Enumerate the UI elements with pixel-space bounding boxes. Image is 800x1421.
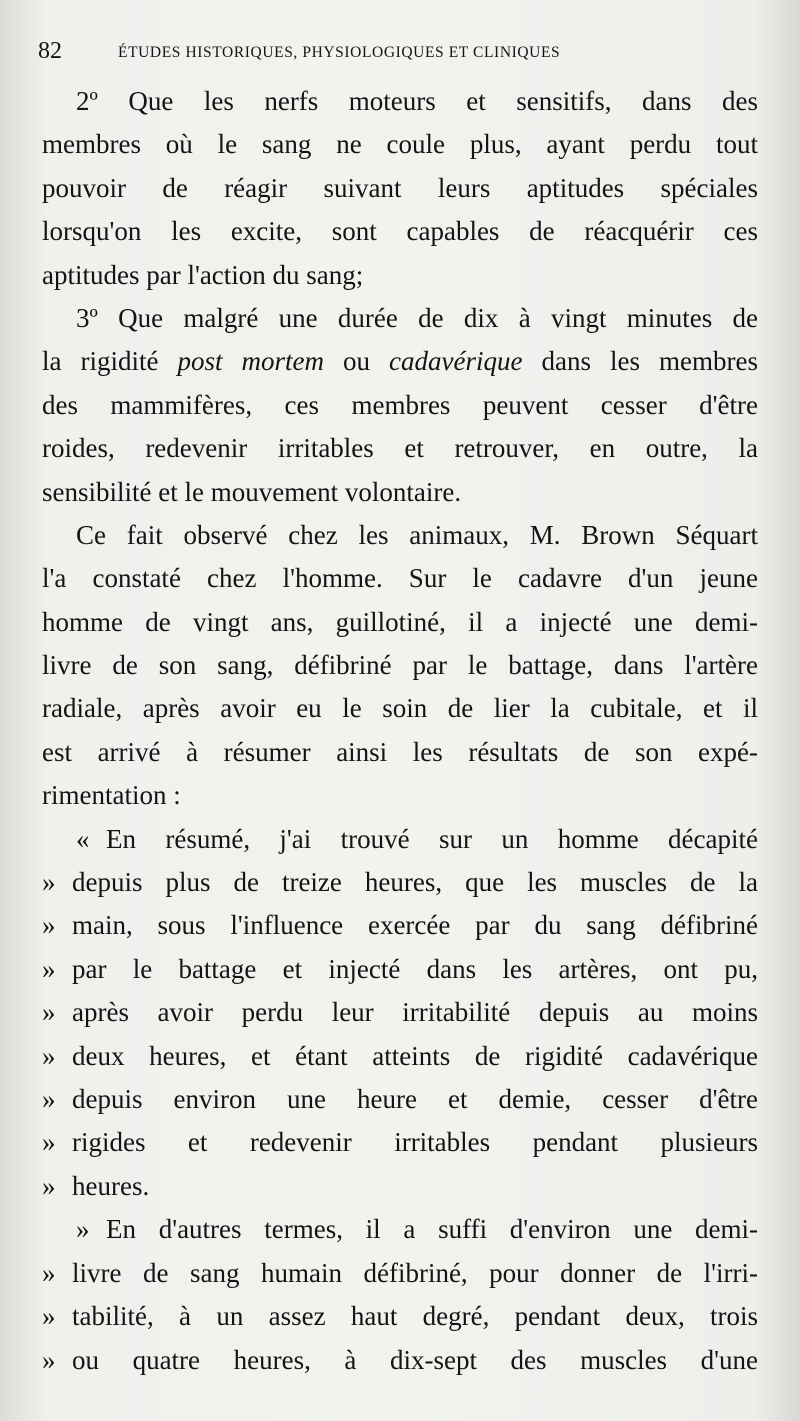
- quote-text: ou quatre heures, à dix-sept des muscles d'une: [72, 1344, 758, 1375]
- text-line: homme de vingt ans, guillotiné, il a injecté une demi-: [42, 606, 758, 637]
- text-line: sensibilité et le mouvement volontaire.: [42, 476, 462, 507]
- quote-text: rigides et redevenir irritables pendant plusieurs: [72, 1127, 758, 1158]
- quote-text: livre de sang humain défibriné, pour donner de l'irri-: [72, 1257, 758, 1288]
- quote-line: [42, 948, 758, 991]
- quote-line: [42, 1165, 758, 1208]
- quote-text: tabilité, à un assez haut degré, pendant deux, trois: [72, 1301, 758, 1332]
- quote-line: [42, 904, 758, 947]
- quote-mark: »: [42, 953, 56, 984]
- quote-line: [42, 861, 758, 904]
- text-line: membres où le sang ne coule plus, ayant perdu tout: [42, 129, 758, 160]
- body-text: [42, 80, 758, 1382]
- text-line: radiale, après avoir eu le soin de lier la cubitale, et il: [42, 693, 758, 724]
- text-run: dans les membres: [522, 346, 758, 377]
- quote-mark: »: [42, 1344, 56, 1375]
- running-title: ÉTUDES HISTORIQUES, PHYSIOLOGIQUES ET CLINIQUES: [118, 44, 561, 61]
- quote-line: [42, 1295, 758, 1338]
- quote-text: En d'autres termes, il a suffi d'environ une demi-: [106, 1214, 758, 1245]
- page-number: 82: [38, 38, 62, 64]
- page-header: [38, 36, 758, 68]
- quote-mark: «: [76, 823, 90, 854]
- quote-mark: »: [42, 1040, 56, 1071]
- quote-text: heures.: [72, 1170, 150, 1201]
- text-line: livre de son sang, défibriné par le battage, dans l'artère: [42, 650, 758, 681]
- quote-text: par le battage et injecté dans les artères, ont pu,: [72, 953, 758, 984]
- italic-term-post-mortem: post mortem: [177, 346, 325, 377]
- quote-line: [42, 1121, 758, 1164]
- text-line-with-italics: [42, 340, 758, 383]
- quote-line: [42, 1252, 758, 1295]
- quote-text: depuis plus de treize heures, que les muscles de la: [72, 867, 758, 898]
- quote-line: [42, 818, 758, 861]
- text-run: ou: [324, 346, 390, 377]
- quote-text: depuis environ une heure et demie, cesser d'être: [72, 1084, 758, 1115]
- quote-line: [42, 1078, 758, 1121]
- quote-line: [42, 1339, 758, 1382]
- text-line: est arrivé à résumer ainsi les résultats de son expé-: [42, 736, 758, 767]
- quote-mark: »: [42, 1257, 56, 1288]
- quote-mark: »: [42, 1127, 56, 1158]
- italic-term-cadaverique: cadavérique: [389, 346, 523, 377]
- text-line: rimentation :: [42, 780, 181, 811]
- quote-mark: »: [42, 1084, 56, 1115]
- text-line: roides, redevenir irritables et retrouver, en outre, la: [42, 433, 758, 464]
- quote-mark: »: [42, 1301, 56, 1332]
- quote-mark: »: [42, 1170, 56, 1201]
- quote-text: après avoir perdu leur irritabilité depuis au moins: [72, 997, 758, 1028]
- quote-line: [42, 991, 758, 1034]
- text-line: 3º Que malgré une durée de dix à vingt minutes de: [76, 302, 758, 333]
- quote-mark: »: [42, 867, 56, 898]
- quote-mark: »: [42, 910, 56, 941]
- text-line: Ce fait observé chez les animaux, M. Brown Séquart: [76, 519, 758, 550]
- quote-text: main, sous l'influence exercée par du sang défibriné: [72, 910, 758, 941]
- text-line: aptitudes par l'action du sang;: [42, 259, 364, 290]
- quote-mark: »: [76, 1214, 90, 1245]
- text-line: lorsqu'on les excite, sont capables de réacquérir ces: [42, 216, 758, 247]
- quote-text: deux heures, et étant atteints de rigidité cadavérique: [72, 1040, 758, 1071]
- quote-line: [42, 1208, 758, 1251]
- quote-mark: »: [42, 997, 56, 1028]
- text-line: pouvoir de réagir suivant leurs aptitudes spéciales: [42, 172, 758, 203]
- text-line: des mammifères, ces membres peuvent cesser d'être: [42, 389, 758, 420]
- text-run: la rigidité: [42, 346, 178, 377]
- text-line: l'a constaté chez l'homme. Sur le cadavre d'un jeune: [42, 563, 758, 594]
- quote-text: En résumé, j'ai trouvé sur un homme décapité: [106, 823, 758, 854]
- text-line: 2º Que les nerfs moteurs et sensitifs, dans des: [76, 86, 758, 116]
- quote-line: [42, 1035, 758, 1078]
